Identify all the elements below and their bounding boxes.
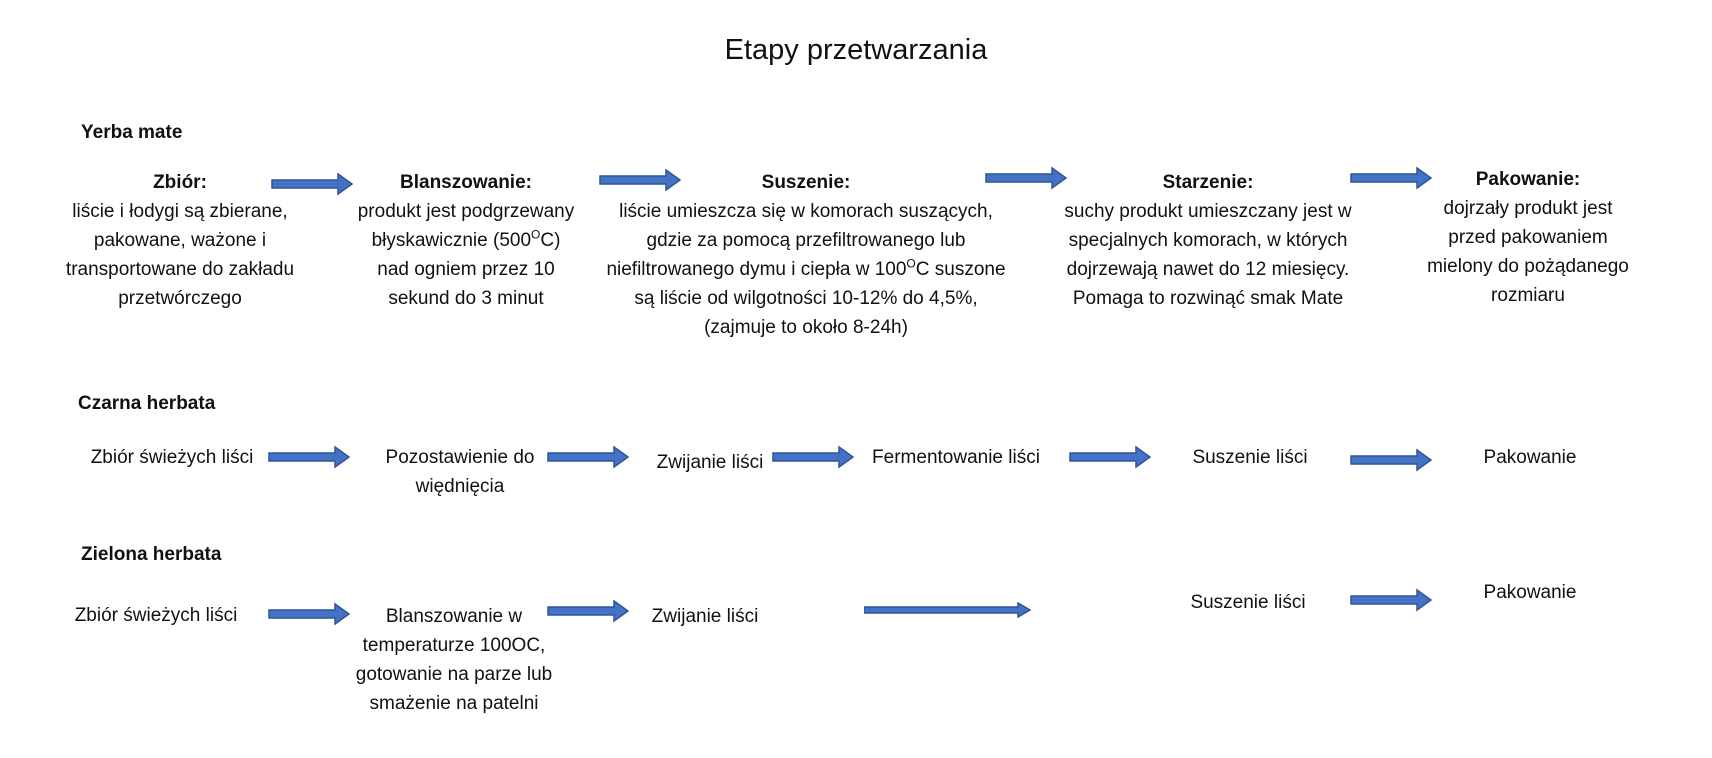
czarna-step-packing: Pakowanie [1483,447,1577,468]
czarna-step-withering: Pozostawienie do więdnięcia [385,447,535,497]
flow-arrow [269,446,351,468]
flow-arrow [600,169,682,191]
flow-arrow [272,173,354,195]
yerba-step-packing [1424,165,1632,310]
yerba-step-aging [1052,168,1364,313]
yerba-step-drying [596,168,1016,342]
section-label-yerba-mate: Yerba mate [81,122,183,143]
flow-arrow [1351,167,1433,189]
step-heading: Pakowanie: [1475,169,1581,190]
czarna-step-harvest: Zbiór świeżych liści [90,447,254,468]
zielona-step-packing: Pakowanie [1483,582,1577,603]
step-heading: Starzenie: [1162,172,1254,193]
flow-arrow-long [864,602,1032,623]
diagram-title: Etapy przetwarzania [724,34,988,66]
flow-arrow [548,446,630,468]
section-label-czarna-herbata: Czarna herbata [78,393,216,414]
yerba-step-harvest [64,168,296,313]
flow-arrow [986,167,1068,189]
step-description: suchy produkt umieszczany jest w specjalnych komorach, w których dojrzewają nawet do 12 miesięcy. Pomaga to rozwinąć smak Mate [1064,201,1352,309]
flow-arrow [269,603,351,625]
flow-arrow [1070,446,1152,468]
step-description: produkt jest podgrzewany błyskawicznie $(500^OC)$ nad ogniem przez 10 sekund do 3 minut [357,201,575,309]
czarna-step-rolling: Zwijanie liści [656,452,764,473]
section-label-zielona-herbata: Zielona herbata [81,544,222,565]
czarna-step-fermenting: Fermentowanie liści [872,447,1040,468]
zielona-step-rolling: Zwijanie liści [651,606,759,627]
czarna-step-drying: Suszenie liści [1192,447,1308,468]
step-heading: Suszenie: [761,172,851,193]
yerba-step-blanching [354,168,578,313]
step-heading: Blanszowanie: [400,172,532,193]
zielona-step-blanching: Blanszowanie w temperaturze 100OC, gotowanie na parze lub smażenie na patelni [355,606,553,714]
step-heading: Zbiór: [153,172,207,193]
step-description: liście i łodygi są zbierane, pakowane, ważone i transportowane do zakładu przetwórczego [65,201,295,309]
zielona-step-harvest: Zbiór świeżych liści [74,605,238,626]
flow-arrow [773,446,855,468]
zielona-step-drying: Suszenie liści [1190,592,1306,613]
step-description: dojrzały produkt jest przed pakowaniem mielony do pożądanego rozmiaru [1427,198,1629,306]
flow-arrow [1351,449,1433,471]
flow-arrow [548,600,630,622]
step-description: liście umieszcza się w komorach suszących, gdzie za pomocą przefiltrowanego lub niefiltrowanego dymu i ciepła w $100^OC$ suszone są liście od wilgotności 10-12% do 4,5%, (zajmuje to około 8-24h) [606,201,1006,338]
flow-arrow [1351,589,1433,611]
